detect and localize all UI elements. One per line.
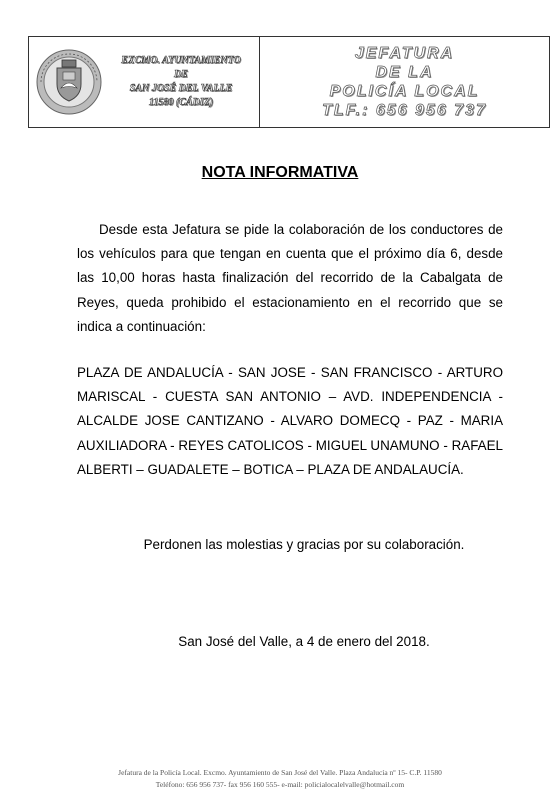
letterhead-left-panel xyxy=(29,37,260,127)
page-footer xyxy=(0,767,560,791)
document-title: NOTA INFORMATIVA xyxy=(201,164,359,181)
letterhead-right-line: JEFATURA xyxy=(354,45,455,62)
footer-address: Jefatura de la Policía Local. Excmo. Ayuntamiento de San José del Valle. Plaza Andalucía nº 15- C.P. 11580 xyxy=(118,768,442,777)
letterhead-right-line: TLF.: 656 956 737 xyxy=(322,102,487,119)
letterhead-right-line: DE LA xyxy=(375,64,434,81)
letterhead xyxy=(28,36,550,128)
municipal-coat-of-arms-icon xyxy=(35,48,103,116)
footer-contact: Teléfono: 656 956 737- fax 956 160 555- e-mail: policialocalelvalle@hotmail.com xyxy=(155,780,405,789)
letterhead-municipality xyxy=(103,54,259,110)
letterhead-left-line: SAN JOSÉ DEL VALLE xyxy=(129,83,233,94)
letterhead-left-line: EXCMO. AYUNTAMIENTO xyxy=(121,55,241,66)
letterhead-left-line: DE xyxy=(174,69,188,80)
intro-paragraph: Desde esta Jefatura se pide la colaboración de los conductores de los vehículos para que tengan en cuenta que el próximo día 6, desde las 10,00 horas hasta finalización del recorrido de la Cabalgata de Reyes, queda prohibido el estacionamiento en el recorrido que se indica a continuación: xyxy=(77,222,503,334)
apology-paragraph: Perdonen las molestias y gracias por su colaboración. xyxy=(143,537,465,552)
letterhead-right-line: POLICÍA LOCAL xyxy=(329,83,480,100)
letterhead-police xyxy=(322,44,487,120)
date-line: San José del Valle, a 4 de enero del 2018. xyxy=(178,634,430,649)
route-paragraph: PLAZA DE ANDALUCÍA - SAN JOSE - SAN FRANCISCO - ARTURO MARISCAL - CUESTA SAN ANTONIO – AVD. INDEPENDENCIA - ALCALDE JOSE CANTIZANO - ALVARO DOMECQ - PAZ - MARIA AUXILIADORA - REYES CATOLICOS - MIGUEL UNAMUNO - RAFAEL ALBERTI – GUADALETE – BOTICA – PLAZA DE ANDALAUCÍA. xyxy=(77,365,503,477)
letterhead-right-panel xyxy=(260,37,549,127)
letterhead-left-line: 11580 (CÁDIZ) xyxy=(148,97,214,108)
